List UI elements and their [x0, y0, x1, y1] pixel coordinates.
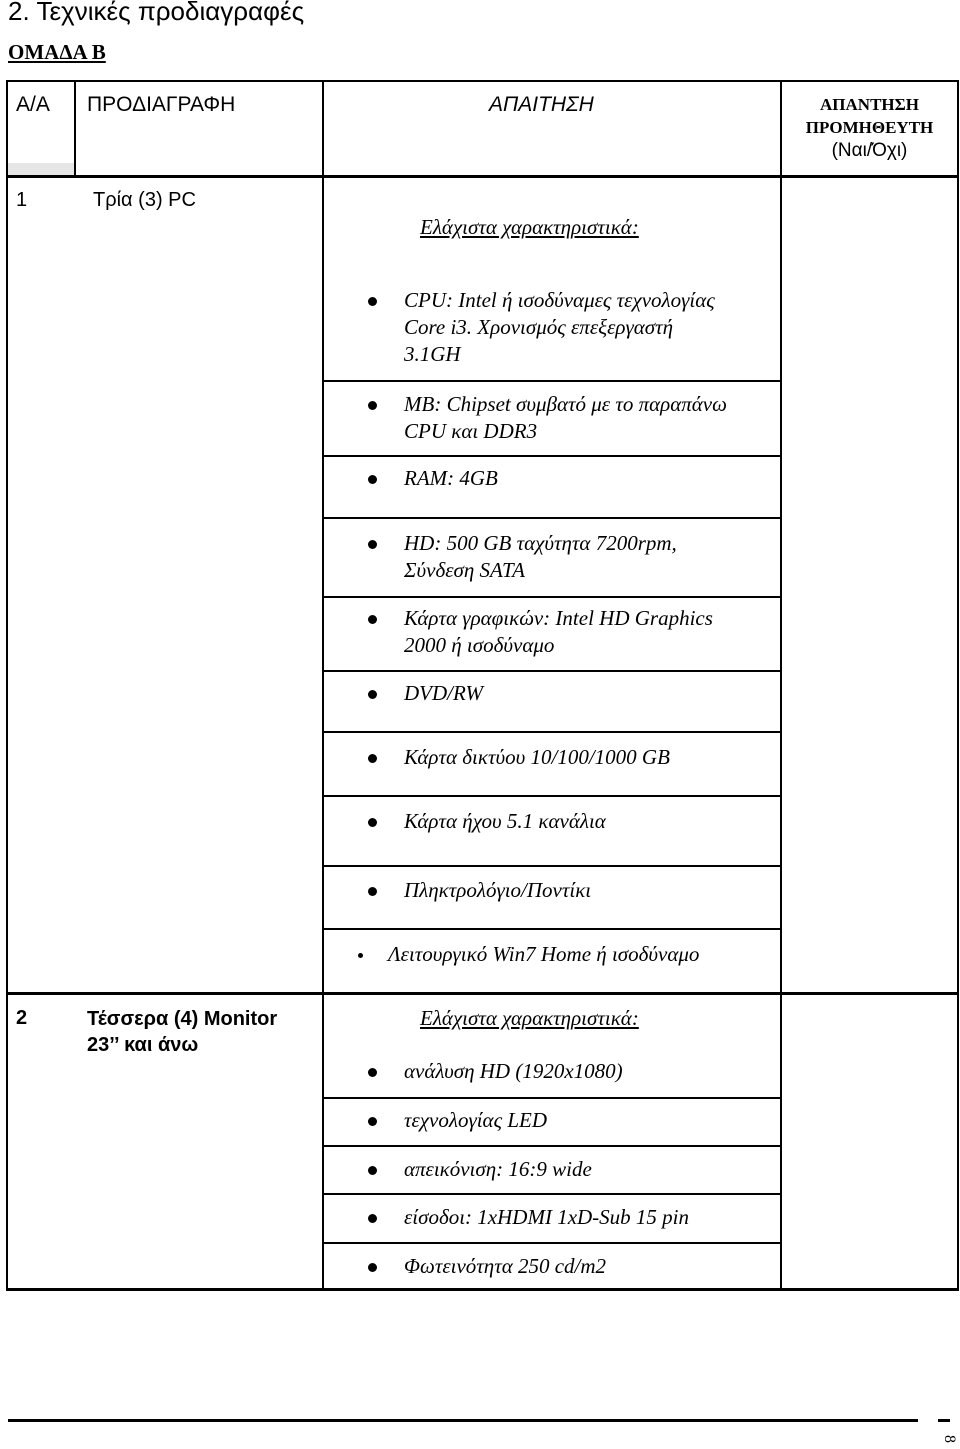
bullet-icon: [368, 540, 377, 549]
spec-item: Λειτουργικό Win7 Home ή ισοδύναμο: [388, 942, 700, 966]
item-divider: [322, 731, 782, 733]
item-divider: [322, 1242, 782, 1244]
item-divider: [322, 670, 782, 672]
item-divider: [322, 596, 782, 598]
spec-item: Πληκτρολόγιο/Ποντίκι: [404, 878, 592, 902]
row-item-name: Τέσσερα (4) Monitor 23’’ και άνω: [87, 1008, 278, 1056]
bullet-icon: [368, 887, 377, 896]
page-number: 8: [941, 1435, 958, 1443]
row-divider: [6, 992, 959, 995]
col4-left-border: [780, 80, 782, 1290]
spec-item: RAM: 4GB: [404, 466, 498, 490]
spec-item: CPU: Intel ή ισοδύναμες τεχνολογίας Core i3. Χρονισμός επεξεργαστή 3.1GH: [404, 288, 715, 366]
bullet-icon: [368, 690, 377, 699]
row-item-name: Τρία (3) PC: [93, 189, 196, 211]
footer-rule-short: [938, 1419, 950, 1422]
col3-left-border: [322, 80, 324, 1290]
bullet-icon: [368, 615, 377, 624]
item-divider: [322, 517, 782, 519]
bullet-icon: [368, 1117, 377, 1126]
header-requirement: ΑΠΑΙΤΗΣΗ: [489, 93, 594, 116]
bullet-icon: [368, 1263, 377, 1272]
row-number: 2: [16, 1007, 28, 1029]
item-divider: [322, 795, 782, 797]
table-left-border: [6, 80, 8, 1290]
bullet-icon: [368, 754, 377, 763]
header-bottom-border: [6, 175, 959, 178]
section-heading: 2. Τεχνικές προδιαγραφές: [8, 0, 305, 26]
item-divider: [322, 380, 782, 382]
bullet-icon: [368, 401, 377, 410]
bullet-icon: [358, 953, 363, 958]
header-supplier-answer: [782, 93, 957, 162]
item-divider: [322, 928, 782, 930]
spec-item: είσοδοι: 1xHDMI 1xD-Sub 15 pin: [404, 1205, 690, 1229]
table-right-border: [957, 80, 959, 1290]
bullet-icon: [368, 818, 377, 827]
item-divider: [322, 1145, 782, 1147]
header-shade-left: [8, 163, 74, 175]
bullet-icon: [368, 297, 377, 306]
spec-item: Κάρτα γραφικών: Intel HD Graphics 2000 ή ισοδύναμο: [404, 606, 713, 657]
row-number: 1: [16, 189, 28, 211]
spec-item: MB: Chipset συμβατό με το παραπάνω CPU και DDR3: [404, 392, 727, 443]
header-specification: ΠΡΟΔΙΑΓΡΑΦΗ: [87, 93, 236, 116]
bullet-icon: [368, 1068, 377, 1077]
spec-item: ανάλυση HD (1920x1080): [404, 1059, 623, 1083]
item-divider: [322, 455, 782, 457]
spec-item: DVD/RW: [404, 681, 483, 705]
header-answer-line2: ΠΡΟΜΗΘΕΥΤΗ: [805, 118, 934, 137]
minimum-specs-heading: Ελάχιστα χαρακτηριστικά:: [420, 215, 639, 239]
header-aa: Α/Α: [16, 93, 50, 116]
item-divider: [322, 865, 782, 867]
footer-rule: [8, 1419, 918, 1422]
spec-item: HD: 500 GB ταχύτητα 7200rpm, Σύνδεση SATA: [404, 531, 677, 582]
table-bottom-border: [6, 1288, 959, 1291]
spec-item: τεχνολογίας LED: [404, 1108, 548, 1132]
spec-item: Φωτεινότητα 250 cd/m2: [404, 1254, 607, 1278]
group-title: ΟΜΑΔΑ Β: [8, 40, 106, 64]
bullet-icon: [368, 1214, 377, 1223]
table-top-border: [6, 80, 959, 82]
minimum-specs-heading: Ελάχιστα χαρακτηριστικά:: [420, 1006, 639, 1030]
item-divider: [322, 1193, 782, 1195]
col2-left-border: [74, 80, 76, 177]
header-answer-yes-no: (Ναι/Όχι): [831, 140, 908, 161]
header-answer-line1: ΑΠΑΝΤΗΣΗ: [820, 95, 919, 114]
spec-item: απεικόνιση: 16:9 wide: [404, 1157, 592, 1181]
bullet-icon: [368, 475, 377, 484]
spec-item: Κάρτα ήχου 5.1 κανάλια: [404, 809, 606, 833]
spec-item: Κάρτα δικτύου 10/100/1000 GB: [404, 745, 670, 769]
item-divider: [322, 1097, 782, 1099]
bullet-icon: [368, 1166, 377, 1175]
